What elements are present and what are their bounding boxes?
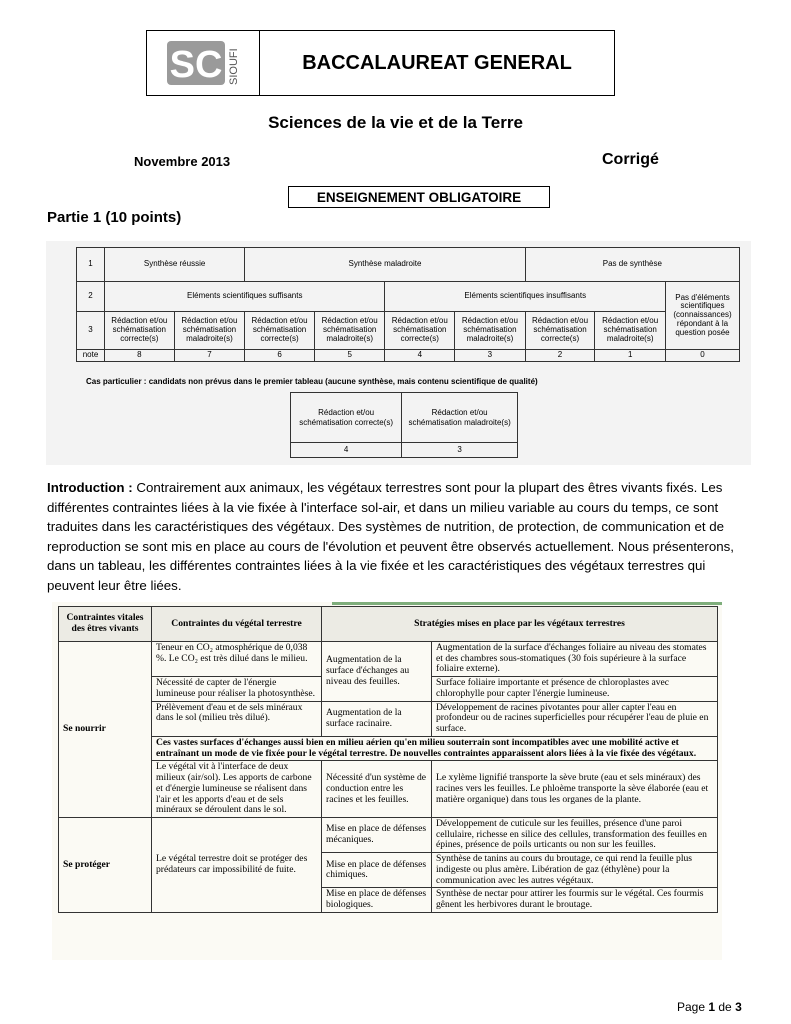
subject-title: Sciences de la vie et de la Terre	[268, 113, 523, 132]
table-cell: Nécessité de capter de l'énergie lumineuse pour réaliser la photosynthèse.	[152, 677, 322, 701]
row-label: note	[77, 350, 105, 362]
header-cell: Stratégies mises en place par les végétaux terrestres	[322, 607, 718, 642]
grid-row-2	[77, 282, 740, 312]
table-cell: Le xylème lignifié transporte la sève brute (eau et sels minéraux) des racines vers les feuilles. Le phloème transporte la sève élaborée (eau et matière organique) dans tous les organes de la plante.	[432, 761, 718, 818]
grid-row-note	[77, 350, 740, 362]
page-footer	[677, 1000, 742, 1014]
table-cell: Prélèvement d'eau et de sels minéraux dans le sol (milieu très dilué).	[152, 701, 322, 736]
grid-row-1	[77, 248, 740, 282]
special-case-text: Cas particulier : candidats non prévus dans le premier tableau (aucune synthèse, mais contenu scientifique de qualité)	[86, 377, 538, 386]
special-note: 4	[291, 443, 402, 458]
enseignement-box: ENSEIGNEMENT OBLIGATOIRE	[288, 186, 550, 208]
introduction-paragraph	[47, 478, 751, 595]
sioufi-logo-icon	[165, 37, 245, 89]
grid-cell: Rédaction et/ou schématisation correcte(s)	[105, 312, 175, 350]
grid-cell: Rédaction et/ou schématisation maladroite(s)	[595, 312, 666, 350]
note-cell: 7	[174, 350, 245, 362]
table-cell: Mise en place de défenses chimiques.	[322, 853, 432, 888]
note-cell: 3	[455, 350, 526, 362]
constraint-nourrir: Se nourrir	[59, 642, 152, 818]
table-cell: Synthèse de tanins au cours du broutage, ce qui rend la feuille plus indigeste ou plus amère. Libération de gaz (éthylène) pour la communication avec les autres végétaux.	[432, 853, 718, 888]
table-cell: Le végétal vit à l'interface de deux milieux (air/sol). Les apports de carbone et d'énergie lumineuse se réalisent dans l'air et les apports d'eau et de sels minéraux se déroulent dans le sol.	[152, 761, 322, 818]
table-cell: Augmentation de la surface d'échanges au niveau des feuilles.	[322, 642, 432, 702]
grid-cell: Rédaction et/ou schématisation maladroite(s)	[455, 312, 526, 350]
corrige-label: Corrigé	[602, 151, 659, 168]
table-cell: Nécessité d'un système de conduction entre les racines et les feuilles.	[322, 761, 432, 818]
grid-cell: Synthèse maladroite	[245, 248, 525, 282]
table-cell: Teneur en CO₂ atmosphérique de 0,038 %. Le CO₂ est très dilué dans le milieu.	[152, 642, 322, 677]
row-label: 3	[77, 312, 105, 350]
table-cell: Augmentation de la surface d'échanges foliaire au niveau des stomates et des chambres sous-stomatiques (30 fois supérieure à la surface foliaire externe).	[432, 642, 718, 677]
strategies-table-scan	[52, 602, 722, 960]
row-label: 2	[77, 282, 105, 312]
note-cell: 2	[525, 350, 595, 362]
header-cell: Contraintes vitales des êtres vivants	[59, 607, 152, 642]
grid-cell: Synthèse réussie	[105, 248, 245, 282]
note-cell: 5	[314, 350, 385, 362]
page-word: Page	[677, 1000, 709, 1014]
note-cell: 1	[595, 350, 666, 362]
note-cell: 4	[385, 350, 455, 362]
table-row	[59, 736, 718, 760]
table-row	[59, 642, 718, 677]
page-number: 1	[708, 1000, 716, 1014]
table-cell: Le végétal terrestre doit se protéger des prédateurs car impossibilité de fuite.	[152, 818, 322, 913]
special-grid	[290, 392, 518, 458]
special-note-row	[291, 443, 518, 458]
grid-cell: Rédaction et/ou schématisation maladroite(s)	[314, 312, 385, 350]
table-cell-bold: Ces vastes surfaces d'échanges aussi bien en milieu aérien qu'en milieu souterrain sont incompatibles avec une mobilité active et entraînant un mode de vie fixée pour le végétal terrestre. De nouvelles contraintes apparaissent alors liées à la vie fixée des végétaux.	[152, 736, 718, 760]
table-cell: Développement de cuticule sur les feuilles, présence d'une paroi cellulaire, richesse en silice des cellules, transformation des feuilles en épines, présence de poils urticants ou non sur les feuilles.	[432, 818, 718, 853]
exam-title: BACCALAUREAT GENERAL	[302, 51, 572, 74]
page-total: 3	[735, 1000, 742, 1014]
table-cell: Développement de racines pivotantes pour aller capter l'eau en profondeur ou de racines superficielles pour récupérer l'eau de pluie en surface.	[432, 701, 718, 736]
strategies-table	[58, 606, 718, 913]
table-cell: Mise en place de défenses mécaniques.	[322, 818, 432, 853]
exam-date: Novembre 2013	[134, 154, 231, 169]
special-cell: Rédaction et/ou schématisation correcte(s)	[291, 393, 402, 443]
grading-grid	[76, 247, 740, 362]
of-word: de	[715, 1000, 736, 1014]
intro-text: Contrairement aux animaux, les végétaux terrestres sont pour la plupart des êtres vivants fixés. Les différentes contraintes liées à la vie fixée à l'interface sol-air, et dans un milieu variable au cours du temps, ce sont traduites dans les caractéristiques des végétaux. Des systèmes de nutrition, de protection, de communication et de reproduction se sont mis en place au cours de l'évolution et peuvent être observés actuellement. Nous présenterons, dans un tableau, les différentes contraintes liées à la vie fixée et les caractéristiques des végétaux terrestres qui peuvent leur être liées.	[47, 480, 734, 593]
note-cell: 0	[666, 350, 740, 362]
grid-cell: Rédaction et/ou schématisation correcte(s)	[525, 312, 595, 350]
table-row	[59, 818, 718, 853]
grid-cell: Pas d'éléments scientifiques (connaissances) répondant à la question posée	[666, 282, 740, 350]
grading-grid-scan	[46, 241, 751, 465]
note-cell: 8	[105, 350, 175, 362]
table-cell: Synthèse de nectar pour attirer les fourmis sur le végétal. Ces fourmis gênent les herbivores durant le broutage.	[432, 888, 718, 912]
green-rule	[332, 602, 722, 605]
logo-cell	[147, 31, 260, 95]
table-row	[59, 761, 718, 818]
grid-row-3	[77, 312, 740, 350]
table-cell: Surface foliaire importante et présence de chloroplastes avec chlorophylle pour capter l'énergie lumineuse.	[432, 677, 718, 701]
special-row	[291, 393, 518, 443]
logo-letters: SC	[169, 44, 223, 86]
table-cell: Mise en place de défenses biologiques.	[322, 888, 432, 912]
grid-cell: Pas de synthèse	[525, 248, 739, 282]
grid-cell: Rédaction et/ou schématisation correcte(s)	[385, 312, 455, 350]
intro-label: Introduction :	[47, 480, 133, 495]
grid-cell: Eléments scientifiques suffisants	[105, 282, 385, 312]
table-cell: Augmentation de la surface racinaire.	[322, 701, 432, 736]
grid-cell: Rédaction et/ou schématisation correcte(s)	[245, 312, 315, 350]
row-label: 1	[77, 248, 105, 282]
special-note: 3	[402, 443, 518, 458]
grid-cell: Rédaction et/ou schématisation maladroite(s)	[174, 312, 245, 350]
table-row	[59, 701, 718, 736]
constraint-proteger: Se protéger	[59, 818, 152, 913]
logo-brand: SIOUFI	[228, 48, 240, 85]
strategies-header-row	[59, 607, 718, 642]
special-cell: Rédaction et/ou schématisation maladroite(s)	[402, 393, 518, 443]
header-box	[146, 30, 615, 96]
grid-cell: Eléments scientifiques insuffisants	[385, 282, 666, 312]
partie-heading: Partie 1 (10 points)	[47, 209, 182, 226]
note-cell: 6	[245, 350, 315, 362]
header-cell: Contraintes du végétal terrestre	[152, 607, 322, 642]
